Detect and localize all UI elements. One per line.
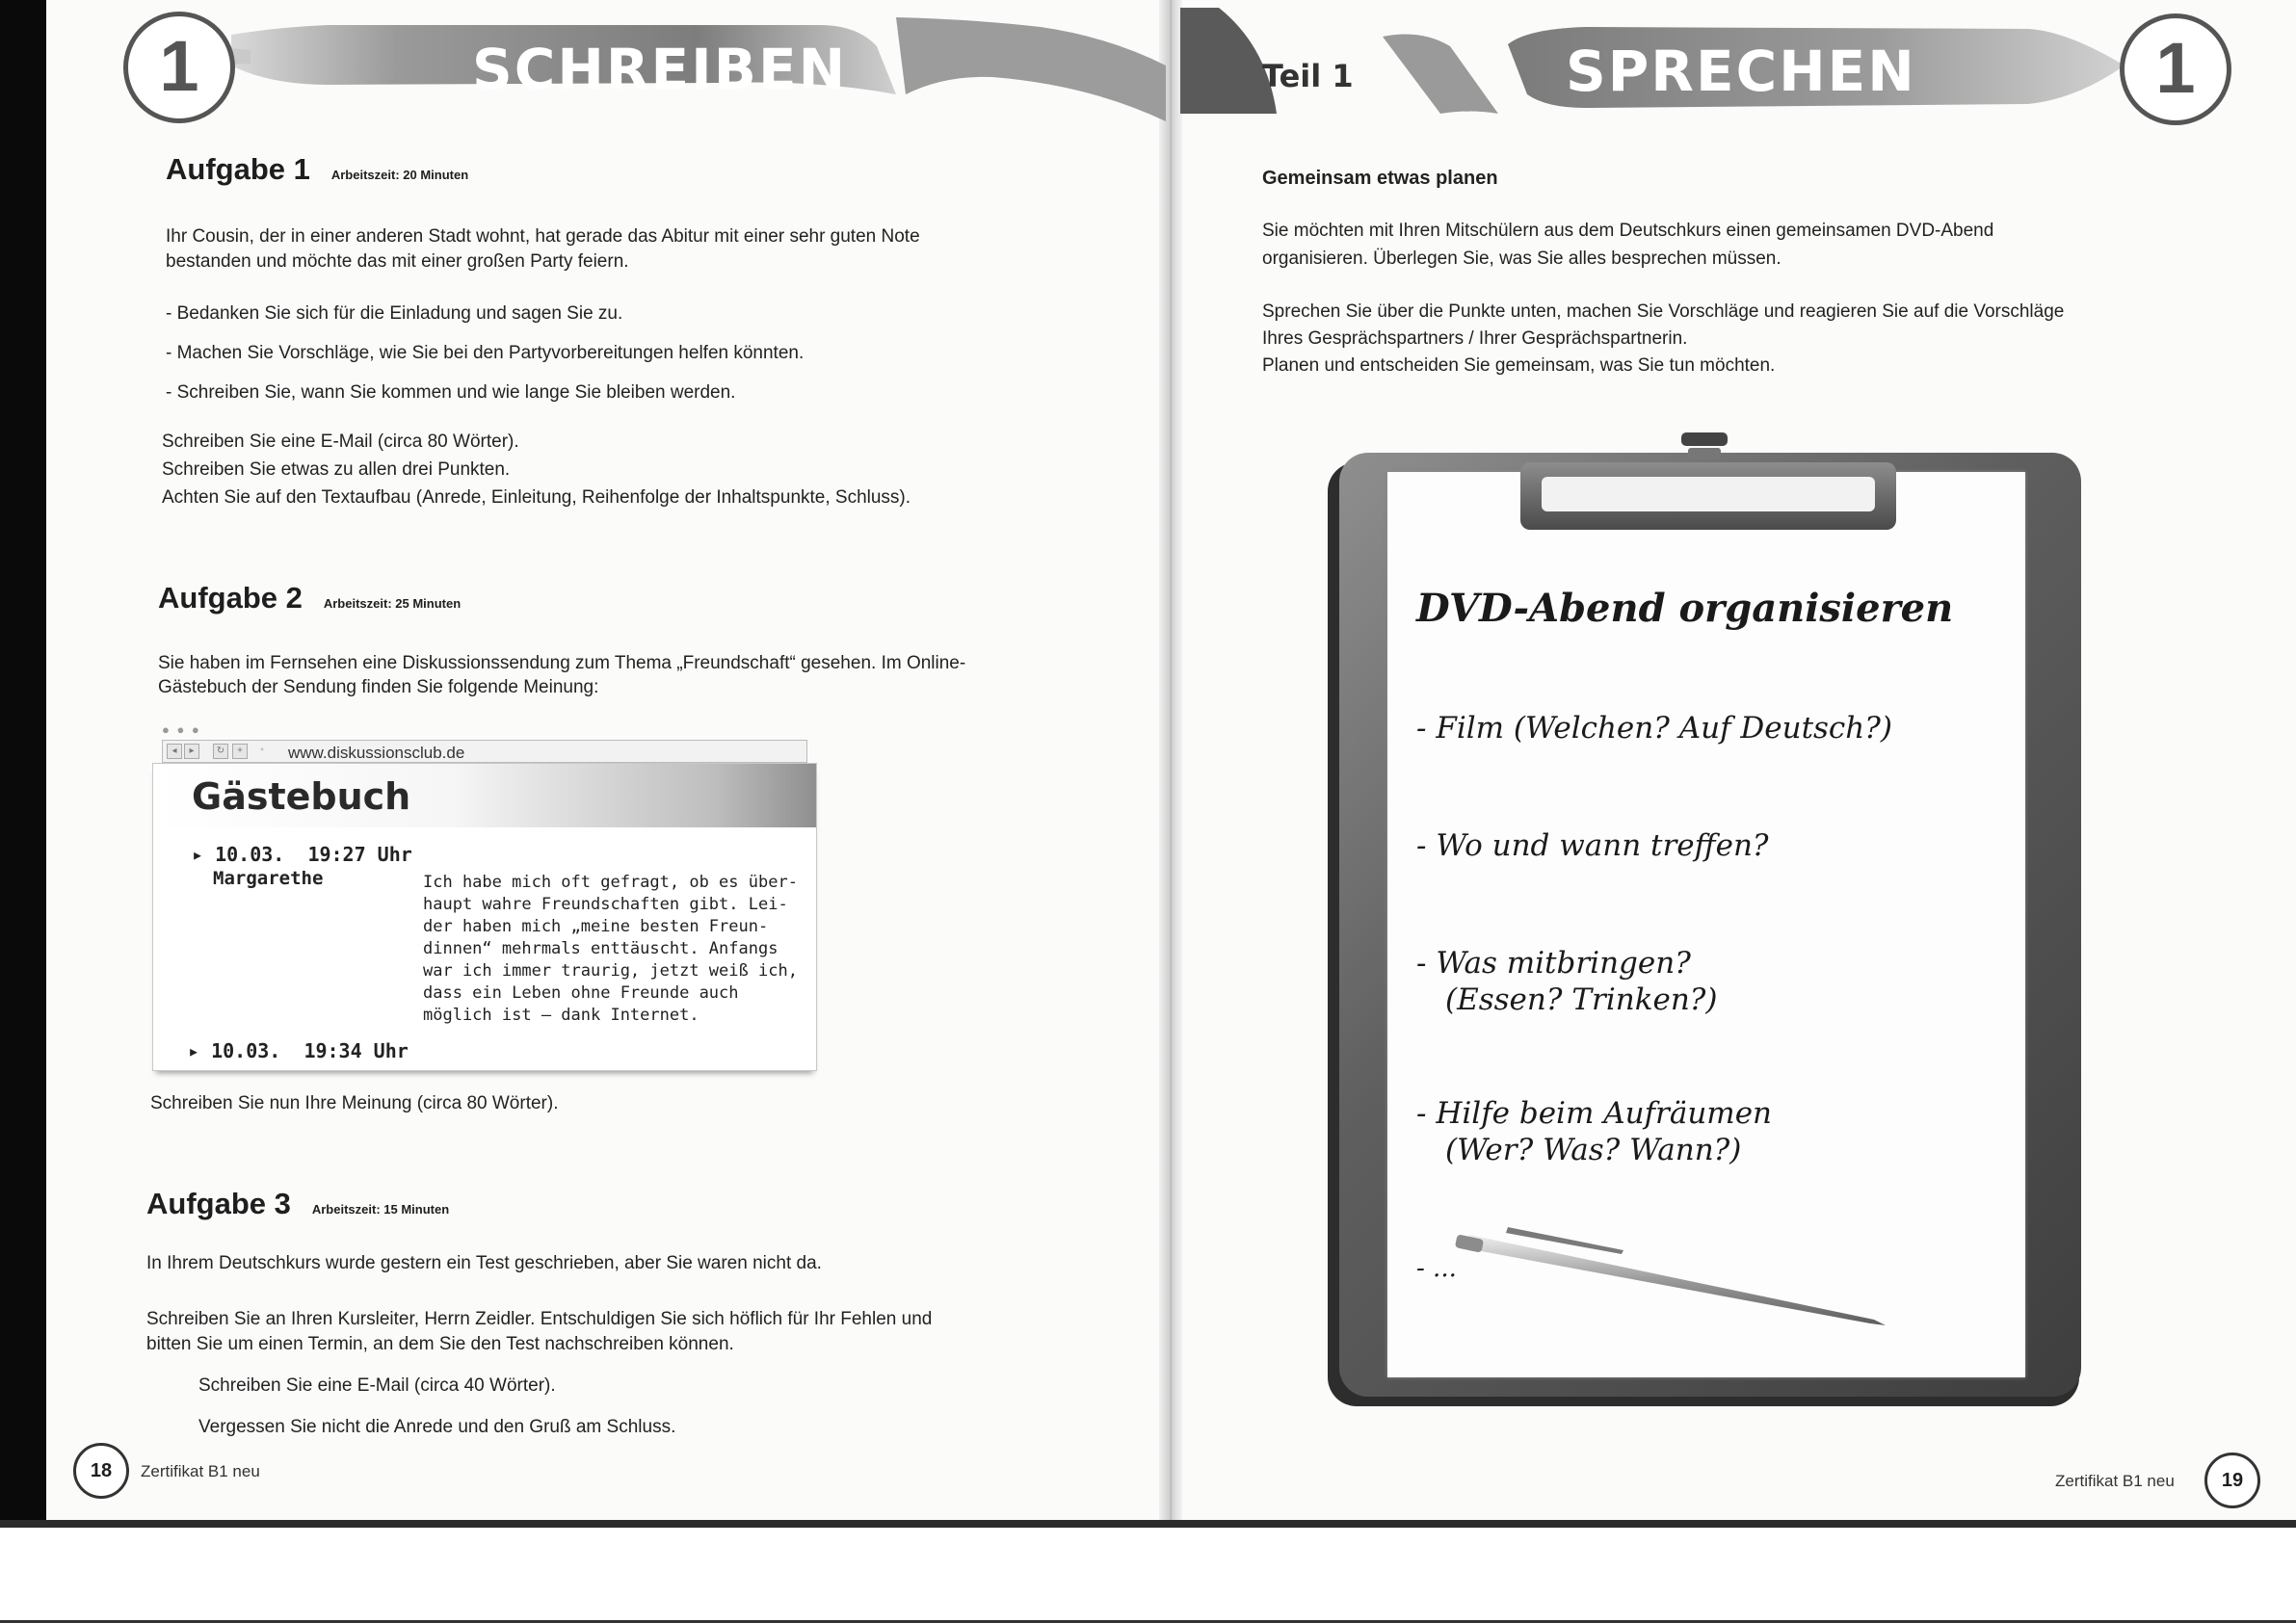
right-para1-line: organisieren. Überlegen Sie, was Sie alles besprechen müssen. <box>1262 249 1781 269</box>
right-para1-line: Sie möchten mit Ihren Mitschülern aus dem Deutschkurs einen gemeinsamen DVD-Abend <box>1262 221 1994 241</box>
aufgabe1-point: - Machen Sie Vorschläge, wie Sie bei den Partyvorbereitungen helfen könnten. <box>166 343 805 363</box>
clipboard-item: - Was mitbringen? <box>1416 946 1691 981</box>
clipboard-item: - Film (Welchen? Auf Deutsch?) <box>1416 711 1892 746</box>
aufgabe2-title: Aufgabe 2 <box>158 581 303 615</box>
chapter-number-right: 1 <box>2120 13 2231 125</box>
clipboard-item: (Essen? Trinken?) <box>1445 982 1718 1017</box>
aufgabe3-task-line: bitten Sie um einen Termin, an dem Sie den Test nachschreiben können. <box>146 1334 734 1354</box>
left-page-edge <box>0 0 46 1522</box>
guestbook-title: Gästebuch <box>192 775 411 818</box>
footer-book-title-right: Zertifikat B1 neu <box>2055 1472 2175 1490</box>
entry-arrow-icon: ▸ <box>188 1039 212 1062</box>
aufgabe1-intro-line: bestanden und möchte das mit einer großen Party feiern. <box>166 251 629 272</box>
forward-icon[interactable]: ▸ <box>184 744 199 759</box>
guestbook-browser-window <box>152 722 821 1079</box>
entry1-line: dass ein Leben ohne Freunde auch <box>423 983 739 1003</box>
aufgabe1-instruction: Achten Sie auf den Textaufbau (Anrede, Einleitung, Reihenfolge der Inhaltspunkte, Schluss). <box>162 487 911 508</box>
part-label: Teil 1 <box>1262 58 1354 94</box>
aufgabe2-intro-line: Gästebuch der Sendung finden Sie folgende Meinung: <box>158 677 599 697</box>
aufgabe1-title: Aufgabe 1 <box>166 152 310 186</box>
banner-title-sprechen: SPRECHEN <box>1566 39 1916 104</box>
aufgabe3-intro: In Ihrem Deutschkurs wurde gestern ein Test geschrieben, aber Sie waren nicht da. <box>146 1253 822 1273</box>
aufgabe3-time: Arbeitszeit: 15 Minuten <box>311 1202 450 1217</box>
entry2-time: 19:34 Uhr <box>303 1039 409 1062</box>
entry1-author: Margarethe <box>213 868 324 889</box>
aufgabe2-intro-line: Sie haben im Fernsehen eine Diskussionssendung zum Thema „Freundschaft“ gesehen. Im Online- <box>158 653 966 673</box>
right-subheading: Gemeinsam etwas planen <box>1262 168 1498 189</box>
clip-top-icon <box>1681 432 1728 446</box>
aufgabe3-task-line: Schreiben Sie an Ihren Kursleiter, Herrn Zeidler. Entschuldigen Sie sich höflich für Ihr Fehlen und <box>146 1309 933 1329</box>
aufgabe2-heading <box>158 581 461 615</box>
clip-knob-icon <box>1688 448 1721 459</box>
aufgabe1-intro-line: Ihr Cousin, der in einer anderen Stadt wohnt, hat gerade das Abitur mit einer sehr guten Note <box>166 226 920 247</box>
banner-title-schreiben: SCHREIBEN <box>472 37 848 102</box>
guestbook-panel <box>152 763 817 1071</box>
right-para2-line: Sprechen Sie über die Punkte unten, machen Sie Vorschläge und reagieren Sie auf die Vorschläge <box>1262 301 2065 322</box>
entry2-timestamp <box>188 1039 409 1062</box>
window-controls-icon: ● ● ● <box>162 722 201 737</box>
clipboard-item: (Wer? Was? Wann?) <box>1445 1133 1742 1167</box>
aufgabe1-heading <box>166 152 468 187</box>
aufgabe1-instruction: Schreiben Sie eine E-Mail (circa 80 Wörter). <box>162 432 519 452</box>
aufgabe1-instruction: Schreiben Sie etwas zu allen drei Punkten. <box>162 459 511 480</box>
aufgabe3-instruction: Schreiben Sie eine E-Mail (circa 40 Wörter). <box>198 1375 556 1396</box>
entry1-date: 10.03. <box>215 843 285 866</box>
chapter-number-left: 1 <box>123 12 235 123</box>
entry1-line: möglich ist – dank Internet. <box>423 1006 699 1025</box>
aufgabe2-time: Arbeitszeit: 25 Minuten <box>323 596 462 611</box>
entry1-line: haupt wahre Freundschaften gibt. Lei- <box>423 895 788 914</box>
entry1-timestamp <box>192 843 412 866</box>
aufgabe1-point: - Bedanken Sie sich für die Einladung und sagen Sie zu. <box>166 303 623 324</box>
aufgabe1-time: Arbeitszeit: 20 Minuten <box>330 168 469 182</box>
clipboard-item: - ... <box>1416 1254 1457 1283</box>
clipboard-clip-inner <box>1542 477 1875 511</box>
back-icon[interactable]: ◂ <box>167 744 182 759</box>
entry1-line: der haben mich „meine besten Freun- <box>423 917 769 936</box>
aufgabe1-point: - Schreiben Sie, wann Sie kommen und wie lange Sie bleiben werden. <box>166 382 736 403</box>
right-para2-line: Planen und entscheiden Sie gemeinsam, was Sie tun möchten. <box>1262 355 1776 376</box>
aufgabe3-instruction: Vergessen Sie nicht die Anrede und den Gruß am Schluss. <box>198 1417 676 1437</box>
page-number-right: 19 <box>2204 1453 2260 1508</box>
page-number-left: 18 <box>73 1443 129 1499</box>
entry1-line: war ich immer traurig, jetzt weiß ich, <box>423 961 798 981</box>
entry2-date: 10.03. <box>211 1039 281 1062</box>
aufgabe2-outro: Schreiben Sie nun Ihre Meinung (circa 80 Wörter). <box>150 1093 559 1113</box>
browser-address-bar[interactable] <box>162 740 807 763</box>
pen-icon <box>1450 1216 1903 1331</box>
clipboard-item: - Hilfe beim Aufräumen <box>1416 1096 1773 1131</box>
clipboard-item: - Wo und wann treffen? <box>1416 828 1769 863</box>
add-tab-icon[interactable]: + <box>232 744 248 759</box>
clipboard-title: DVD-Abend organisieren <box>1416 586 1954 631</box>
guestbook-header <box>153 764 816 827</box>
footer-book-title-left: Zertifikat B1 neu <box>141 1462 260 1480</box>
aufgabe3-heading <box>146 1187 449 1221</box>
right-para2-line: Ihres Gesprächspartners / Ihrer Gesprächspartnerin. <box>1262 328 1688 349</box>
book-spine <box>1159 0 1182 1522</box>
browser-url[interactable]: www.diskussionsclub.de <box>288 744 465 762</box>
aufgabe3-title: Aufgabe 3 <box>146 1187 291 1220</box>
page-bottom-edge <box>0 1520 2296 1528</box>
entry-arrow-icon: ▸ <box>192 843 216 866</box>
reload-icon[interactable]: ↻ <box>213 744 228 759</box>
entry1-time: 19:27 Uhr <box>307 843 412 866</box>
entry1-message <box>423 872 808 1027</box>
rss-icon: ◦ <box>260 745 264 755</box>
entry1-line: dinnen“ mehrmals enttäuscht. Anfangs <box>423 939 779 958</box>
entry1-line: Ich habe mich oft gefragt, ob es über- <box>423 873 798 892</box>
